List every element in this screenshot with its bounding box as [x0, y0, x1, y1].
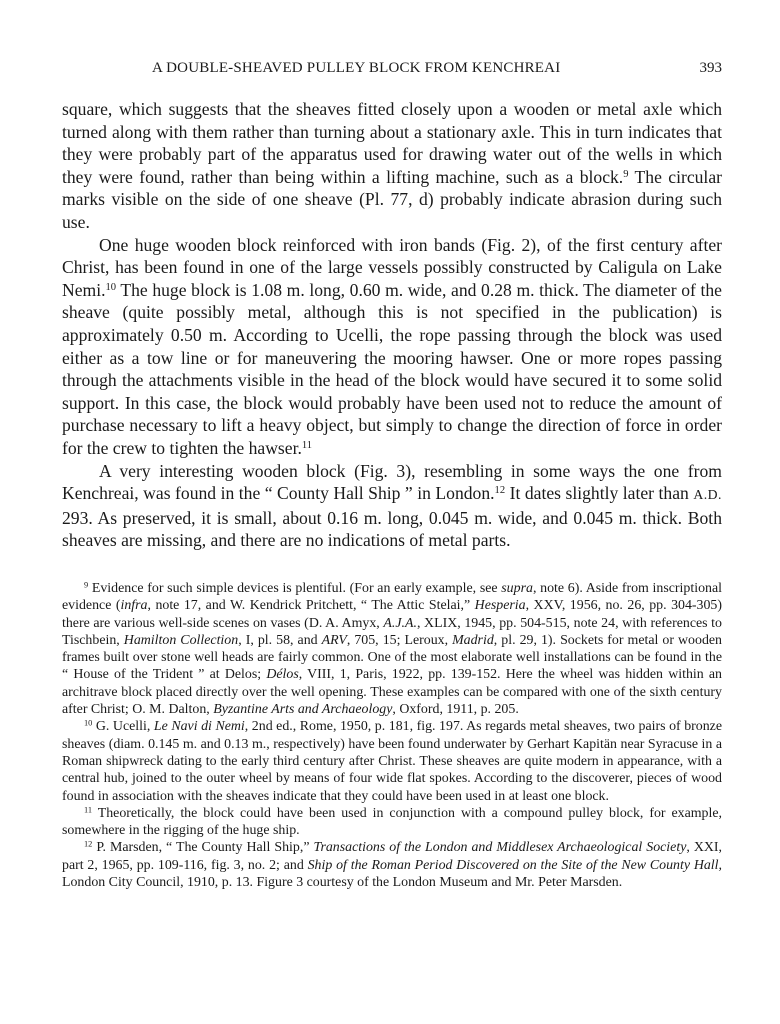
paragraph-3: [62, 460, 722, 552]
text-run: , XLIX, 1945, pp. 504-515, note 24, with references to Tischbein,: [62, 615, 722, 648]
footnote-number: 10: [84, 718, 93, 728]
text-run: , 2nd ed., Rome, 1950, p. 181, fig. 197. As regards metal sheaves, two pairs of bronze sheaves (diam. 0.145 m. and 0.13 m., respectively) have been found underwater by Gerhart Kapitän near Syracuse in a Roman shipwreck dating to the early third century after Christ. These sheaves are quite modern in appearance, with a central hub, joined to the outer wheel by means of four wide flat spokes. According to the discoverer, pieces of wood found in association with the sheaves indicate that they could have been used in at least one block.: [62, 719, 722, 804]
footnote-11: [62, 805, 722, 840]
text-run: , VIII, 1, Paris, 1922, pp. 139-152. Here the wheel was hidden within an architrave block placed directly over the well opening. These examples can be compared with one of the sixth century after Christ; O. M. Dalton,: [62, 667, 722, 718]
italic-run: supra: [501, 581, 533, 596]
text-run: , XXI, part 2, 1965, pp. 109-116, fig. 3, no. 2; and: [62, 840, 723, 873]
italic-run: Byzantine Arts and Archaeology: [213, 702, 393, 718]
text-run: P. Marsden, “ The County Hall Ship,”: [92, 840, 314, 856]
footnote-ref: 9: [623, 168, 629, 180]
footnote-number: 9: [84, 580, 89, 590]
running-title: A DOUBLE-SHEAVED PULLEY BLOCK FROM KENCHREAI: [152, 60, 561, 76]
main-text: [62, 98, 722, 552]
italic-run: Transactions of the London and Middlesex Archaeological Society: [313, 840, 687, 856]
footnote-ref: 11: [301, 440, 313, 452]
footnotes: [62, 580, 722, 891]
running-header: [62, 60, 722, 84]
italic-run: ARV: [321, 632, 347, 648]
italic-run: Hamilton Collection: [123, 632, 239, 648]
text-run: It dates slightly later than: [505, 483, 694, 504]
text-run: , I, pl. 58, and: [238, 632, 322, 648]
italic-run: infra: [120, 598, 148, 614]
text-run: , XXV, 1956, no. 26, pp. 304-305) there are various well-side scenes on vases (D. A. Amyx,: [62, 598, 722, 631]
footnote-10: [62, 718, 722, 804]
text-run: A very interesting wooden block (Fig. 3), resembling in some ways the one from Kenchreai, was found in the “ County Hall Ship ” in London.: [62, 460, 722, 504]
text-run: 293. As preserved, it is small, about 0.16 m. long, 0.045 m. wide, and 0.045 m. thick. Both sheaves are missing, and there are no indications of metal parts.: [62, 507, 722, 551]
italic-run: Hesperia: [474, 598, 526, 614]
footnote-ref: 10: [105, 281, 117, 293]
italic-run: A.J.A.: [383, 615, 417, 631]
text-run: square, which suggests that the sheaves fitted closely upon a wooden or metal axle which turned along with them rather than turning about a stationary axle. This in turn indicates that they were probably part of the apparatus used for drawing water out of the wells in which they were found, rather than being within a lifting machine, such as a block.: [62, 99, 722, 187]
text-run: , note 17, and W. Kendrick Pritchett, “ The Attic Stelai,”: [147, 598, 475, 614]
text-run: , Oxford, 1911, p. 205.: [392, 702, 519, 718]
italic-run: Le Navi di Nemi: [153, 719, 245, 735]
footnote-number: 11: [84, 805, 93, 815]
text-run: Theoretically, the block could have been used in conjunction with a compound pulley block, for example, somewhere in the rigging of the huge ship.: [62, 805, 722, 839]
italic-run: Ship of the Roman Period Discovered on the Site of the New County Hall,: [307, 857, 722, 873]
text-run: G. Ucelli,: [92, 719, 154, 735]
text-run: The circular marks visible on the side of one sheave (Pl. 77, d) probably indicate abrasion during such use.: [62, 166, 722, 232]
paragraph-1: [62, 98, 722, 234]
footnote-9: [62, 580, 722, 718]
text-run: The huge block is 1.08 m. long, 0.60 m. wide, and 0.28 m. thick. The diameter of the sheave (quite possibly metal, although this is not specified in the publication) is approximately 0.50 m. According to Ucelli, the rope passing through the block was used either as a tow line or for maneuvering the mooring hawser. One or more ropes passing through the attachments visible in the head of the block would have secured it to some solid support. In this case, the block would probably have been used not to reduce the amount of purchase necessary to lift a heavy object, but simply to change the direction of force in order for the crew to tighten the hawser.: [62, 279, 722, 458]
text-run: , 705, 15; Leroux,: [346, 632, 453, 648]
footnote-12: [62, 839, 722, 891]
footnote-ref: 12: [494, 485, 506, 497]
italic-run: Madrid: [452, 632, 494, 648]
text-run: , pl. 29, 1). Sockets for metal or wooden frames built over stone well heads are fairly common. One of the most elaborate well installations can be found in the “ House of the Trident ” at Delos;: [62, 632, 723, 683]
text-run: , note 6). Aside from inscriptional evidence (: [62, 581, 722, 614]
footnote-number: 12: [84, 839, 93, 849]
text-run: London City Council, 1910, p. 13. Figure 3 courtesy of the London Museum and Mr. Peter Marsden.: [62, 875, 623, 891]
text-run: One huge wooden block reinforced with iron bands (Fig. 2), of the first century after Christ, has been found in one of the large vessels possibly constructed by Caligula on Lake Nemi.: [62, 234, 722, 300]
page-number: 393: [699, 60, 722, 76]
small-caps-era: A.D.: [693, 487, 722, 503]
italic-run: Délos: [266, 667, 299, 683]
text-run: Evidence for such simple devices is plentiful. (For an early example, see: [88, 581, 502, 596]
paragraph-2: [62, 234, 722, 460]
